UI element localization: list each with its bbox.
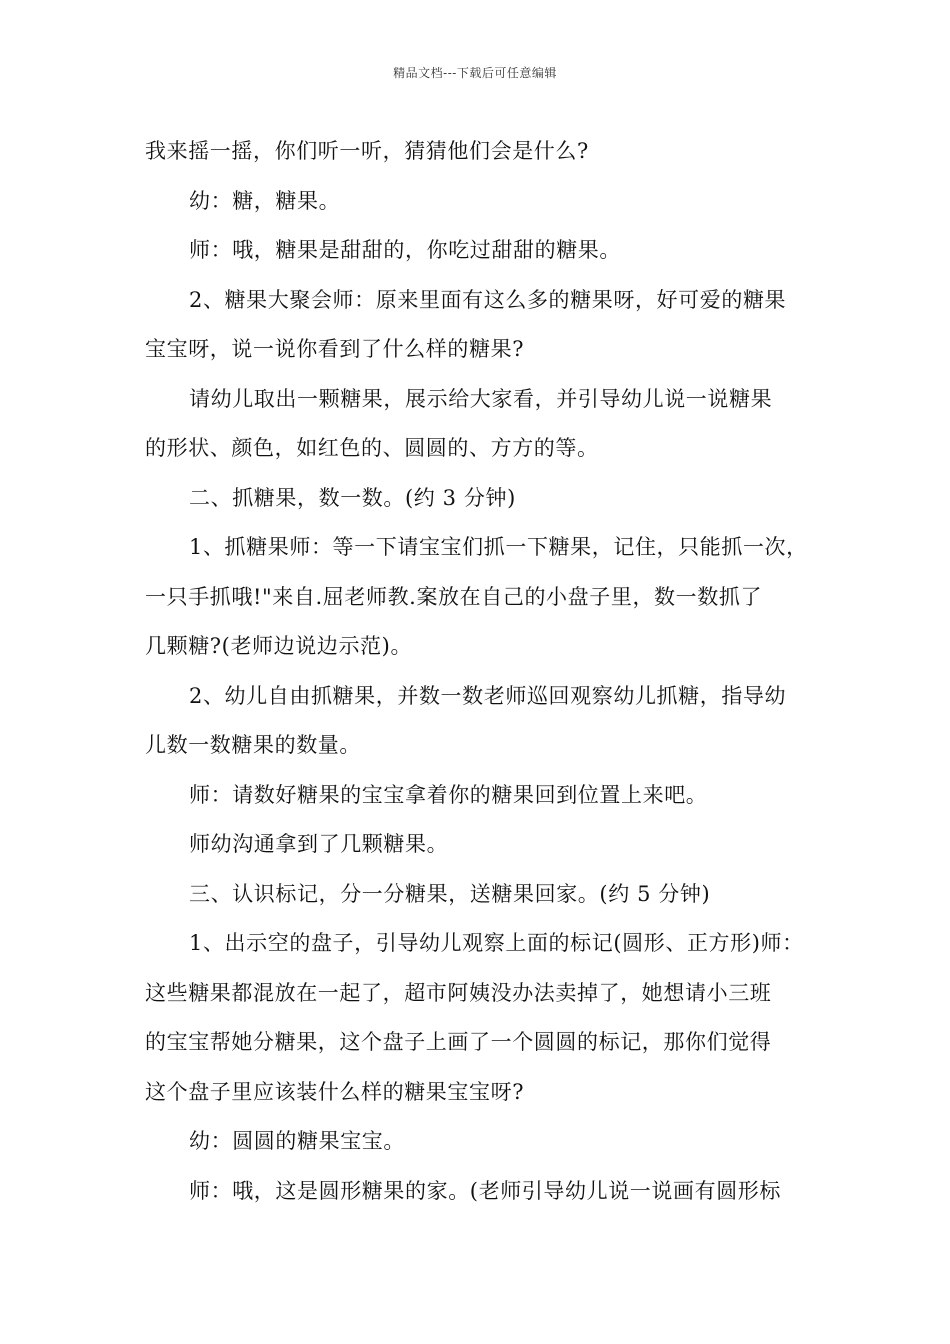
- text-line: 师幼沟通拿到了几颗糖果。: [189, 832, 449, 856]
- text-line: 2、糖果大聚会师：原来里面有这么多的糖果呀，好可爱的糖果: [189, 287, 787, 312]
- text-line: 的形状、颜色，如红色的、圆圆的、方方的等。: [145, 436, 599, 460]
- text-line: 这个盘子里应该装什么样的糖果宝宝呀?: [145, 1079, 525, 1104]
- paragraph: [145, 523, 825, 672]
- text-line: 1、出示空的盘子，引导幼儿观察上面的标记(圆形、正方形)师：: [189, 931, 804, 955]
- text-line: 宝宝呀，说一说你看到了什么样的糖果?: [145, 337, 525, 361]
- text-line: 请幼儿取出一颗糖果，展示给大家看，并引导幼儿说一说糖果: [189, 386, 773, 411]
- text-line: 二、抓糖果，数一数。(约 3 分钟): [189, 485, 516, 510]
- paragraph: [145, 1117, 825, 1167]
- paragraph: [145, 1167, 825, 1217]
- paragraph: [145, 375, 825, 474]
- text-line: 师：哦，这是圆形糖果的家。(老师引导幼儿说一说画有圆形标: [189, 1178, 781, 1203]
- text-line: 儿数一数糖果的数量。: [145, 733, 361, 757]
- text-line: 一只手抓哦!"来自.屈老师教.案放在自己的小盘子里，数一数抓了: [145, 584, 763, 609]
- text-line: 我来摇一摇，你们听一听，猜猜他们会是什么?: [145, 139, 589, 163]
- section-heading: [145, 870, 825, 920]
- document-body: [145, 127, 825, 1216]
- paragraph: [145, 276, 825, 375]
- text-line: 2、幼儿自由抓糖果，并数一数老师巡回观察幼儿抓糖，指导幼: [189, 683, 787, 708]
- paragraph: [145, 672, 825, 771]
- text-line: 师：请数好糖果的宝宝拿着你的糖果回到位置上来吧。: [189, 782, 708, 807]
- text-line: 1、抓糖果师：等一下请宝宝们抓一下糖果，记住，只能抓一次，: [189, 535, 808, 559]
- paragraph: [145, 177, 825, 227]
- text-line: 三、认识标记，分一分糖果，送糖果回家。(约 5 分钟): [189, 881, 711, 906]
- text-line: 师：哦，糖果是甜甜的，你吃过甜甜的糖果。: [189, 238, 621, 262]
- text-line: 几颗糖?(老师边说边示范)。: [145, 634, 413, 658]
- text-line: 的宝宝帮她分糖果，这个盘子上画了一个圆圆的标记，那你们觉得: [145, 1030, 772, 1054]
- text-line: 这些糖果都混放在一起了，超市阿姨没办法卖掉了，她想请小三班: [145, 980, 772, 1005]
- paragraph: [145, 226, 825, 276]
- text-line: 幼：糖，糖果。: [189, 188, 341, 213]
- paragraph: [145, 771, 825, 821]
- text-line: 幼：圆圆的糖果宝宝。: [189, 1129, 405, 1153]
- paragraph: [145, 127, 825, 177]
- paragraph: [145, 919, 825, 1117]
- page-header: 精品文档---下载后可任意编辑: [393, 66, 557, 80]
- section-heading: [145, 474, 825, 524]
- paragraph: [145, 820, 825, 870]
